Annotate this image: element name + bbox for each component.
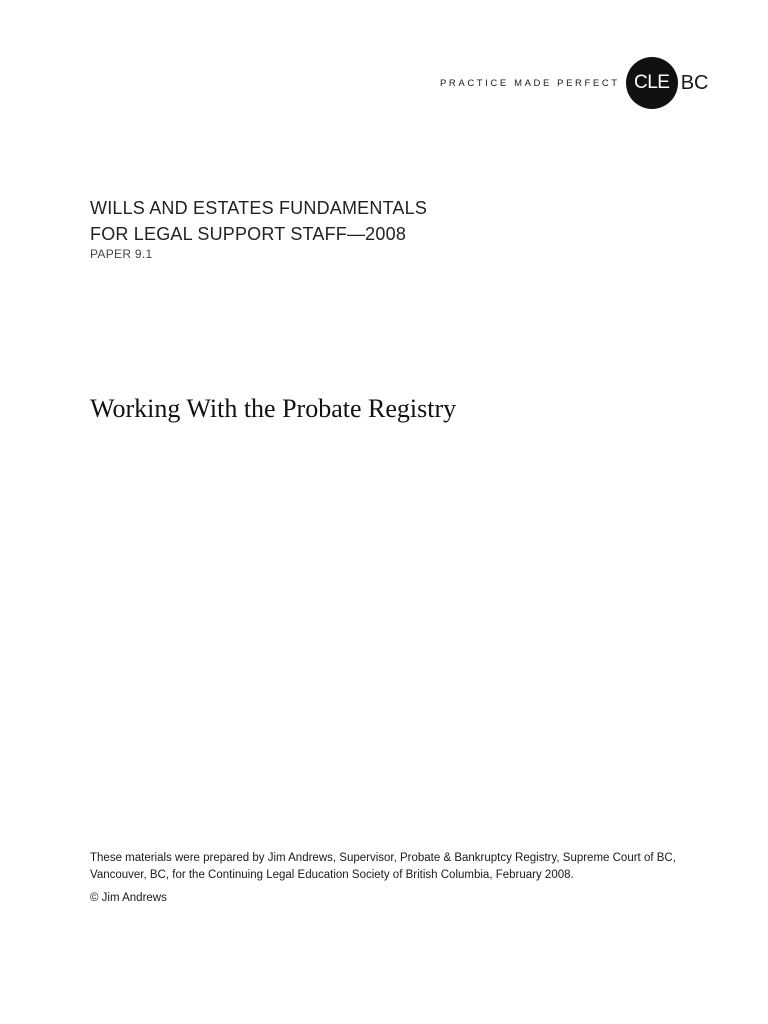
logo-suffix: BC <box>680 71 709 94</box>
copyright-notice: © Jim Andrews <box>90 892 167 904</box>
course-title-line-1: WILLS AND ESTATES FUNDAMENTALS <box>90 198 428 218</box>
cle-bc-logo <box>440 57 709 109</box>
paper-number: PAPER 9.1 <box>90 247 153 261</box>
logo-tagline: PRACTICE MADE PERFECT <box>440 77 620 89</box>
logo-circle: CLE <box>626 57 678 109</box>
course-title-line-2: FOR LEGAL SUPPORT STAFF—2008 <box>90 224 407 244</box>
document-title: Working With the Probate Registry <box>90 394 457 423</box>
course-heading <box>90 195 427 261</box>
preparation-note: These materials were prepared by Jim Andrews, Supervisor, Probate & Bankruptcy Registry, Supreme Court of BC, Vancouver, BC, for the Continuing Legal Education Society of British Columbia, February 2008. <box>90 852 676 881</box>
footer-note-block <box>90 850 690 907</box>
